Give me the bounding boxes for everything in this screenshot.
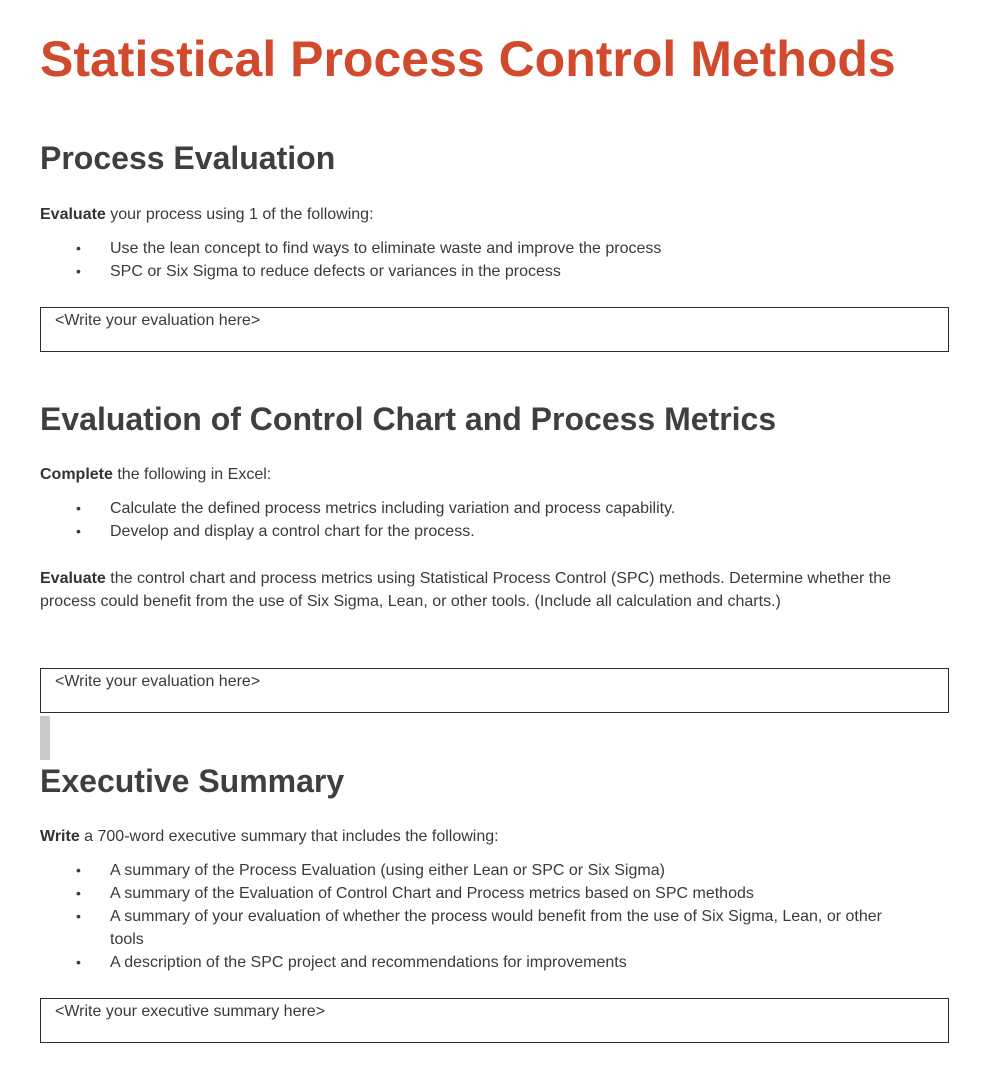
bullet-icon: • [76,263,81,279]
executive-summary-input-box[interactable]: <Write your executive summary here> [40,998,949,1043]
intro-text: the following in Excel: [112,466,272,483]
bullet-icon: • [76,240,81,256]
list-item: • A summary of the Process Evaluation (using either Lean or SPC or Six Sigma) [40,859,920,882]
section1-intro [40,203,950,226]
intro-text: a 700-word executive summary that includes the following: [79,828,499,845]
section-heading-process-evaluation: Process Evaluation [40,140,336,176]
section3-intro [40,825,950,848]
list-item: • Calculate the defined process metrics including variation and process capability. [40,497,920,520]
document-title: Statistical Process Control Methods [40,31,896,87]
intro-bold: Complete [40,466,113,483]
intro-bold: Write [40,828,80,845]
intro-text: your process using 1 of the following: [105,206,374,223]
para-bold: Evaluate [40,570,106,587]
list-item: • Develop and display a control chart for the process. [40,520,920,543]
section-heading-executive-summary: Executive Summary [40,763,345,799]
bullet-icon: • [76,862,81,878]
bullet-icon: • [76,908,81,924]
bullet-icon: • [76,885,81,901]
section2-list [40,497,920,543]
list-item: • A summary of your evaluation of whether the process would benefit from the use of Six Sigma, Lean, or other tools [40,905,920,951]
para-text: the control chart and process metrics using Statistical Process Control (SPC) methods. Determine whether the process could benefit from the use of Six Sigma, Lean, or other tools. (Include all calculation and charts.) [40,570,892,610]
list-item: • A summary of the Evaluation of Control Chart and Process metrics based on SPC methods [40,882,920,905]
gray-marker-bar [40,716,50,760]
section2-paragraph [40,567,950,613]
evaluation-input-box-2[interactable]: <Write your evaluation here> [40,668,949,713]
list-item: • A description of the SPC project and recommendations for improvements [40,951,920,974]
evaluation-input-box[interactable]: <Write your evaluation here> [40,307,949,352]
list-item: • SPC or Six Sigma to reduce defects or variances in the process [40,260,920,283]
bullet-icon: • [76,523,81,539]
list-item: • Use the lean concept to find ways to eliminate waste and improve the process [40,237,920,260]
section2-intro [40,463,950,486]
bullet-icon: • [76,954,81,970]
section1-list [40,237,920,283]
section-heading-control-chart: Evaluation of Control Chart and Process Metrics [40,401,777,437]
intro-bold: Evaluate [40,206,106,223]
section3-list [40,859,920,974]
bullet-icon: • [76,500,81,516]
